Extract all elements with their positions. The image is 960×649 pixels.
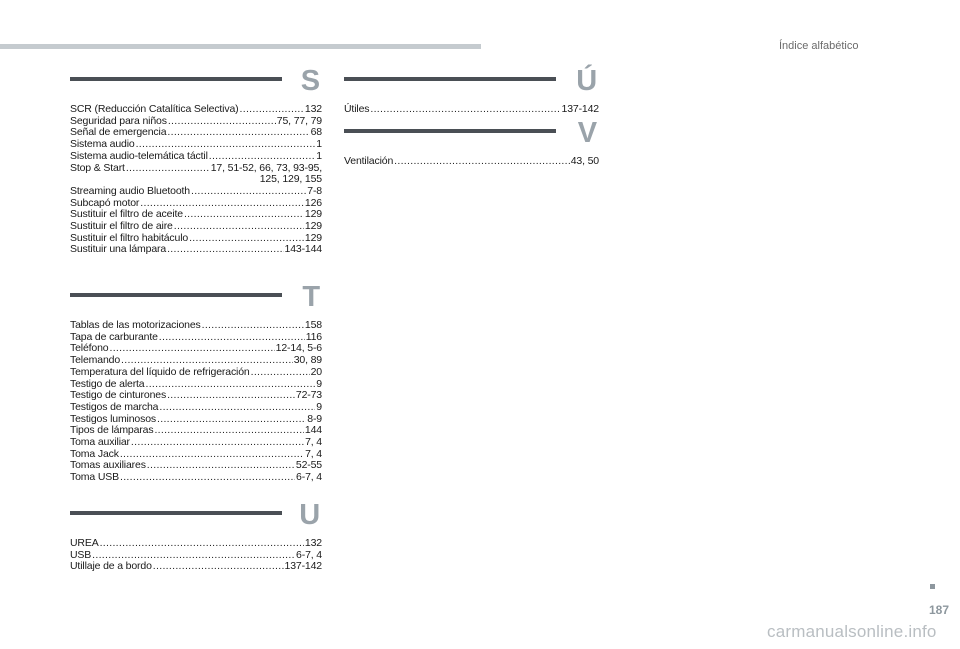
entry-label: Sistema audio (70, 138, 135, 151)
dot-leader (146, 379, 316, 391)
dot-leader (157, 414, 306, 426)
page-marker (930, 584, 935, 589)
dot-leader (168, 116, 276, 128)
dot-leader (100, 538, 304, 550)
index-entry (70, 472, 322, 484)
dot-leader (184, 209, 304, 221)
index-section-s (70, 66, 322, 256)
entry-label: SCR (Reducción Catalítica Selectiva) (70, 103, 239, 115)
entry-pages: 12-14, 5-6 (275, 342, 322, 355)
index-section-v (344, 118, 599, 168)
entry-pages: 6-7, 4 (296, 548, 322, 561)
section-title: Índice alfabético (779, 40, 859, 52)
header-bar (0, 44, 481, 49)
entry-pages: 1 (316, 138, 322, 151)
dot-leader (209, 151, 316, 163)
entry-pages: 144 (304, 424, 322, 437)
watermark: carmanualsonline.info (767, 622, 937, 641)
index-entry (70, 402, 322, 414)
index-section-t (70, 282, 322, 484)
entry-pages: 30, 89 (293, 354, 322, 367)
entry-label: Sustituir una lámpara (70, 243, 167, 256)
entry-pages: 129 (304, 220, 322, 233)
index-entry (70, 104, 322, 116)
entry-pages: 1 (316, 149, 322, 162)
entry-label: Toma auxiliar (70, 436, 130, 449)
dot-leader (370, 104, 560, 116)
section-header (344, 66, 599, 104)
entry-pages: 116 (305, 330, 322, 343)
index-entry (344, 156, 599, 168)
entry-label: Tomas auxiliares (70, 459, 146, 472)
dot-leader (167, 127, 309, 139)
section-letter: S (300, 65, 320, 97)
entry-label: Sistema audio-telemática táctil (70, 149, 208, 162)
entry-label: Ventilación (344, 155, 394, 167)
entry-pages: 137-142 (561, 103, 599, 115)
index-entry (70, 186, 322, 198)
entry-label: Streaming audio Bluetooth (70, 184, 190, 197)
entry-label: Testigo de cinturones (70, 389, 167, 402)
section-letter: V (577, 117, 597, 149)
entry-label: Testigos luminosos (70, 412, 157, 425)
dot-leader (110, 343, 275, 355)
entry-label: Útiles (344, 103, 370, 115)
entry-label: Toma Jack (70, 447, 119, 460)
entry-pages: 6-7, 4 (296, 471, 322, 484)
section-rule (344, 77, 556, 81)
entry-label: Sustituir el filtro de aire (70, 220, 173, 233)
entry-pages: 7, 4 (305, 447, 322, 460)
index-entry (70, 221, 322, 233)
dot-leader (147, 460, 295, 472)
entry-label: Utillaje de a bordo (70, 560, 152, 573)
dot-leader (202, 320, 304, 332)
entry-pages: 129 (304, 208, 322, 221)
index-entry (70, 538, 322, 550)
entry-pages: 158 (304, 319, 322, 331)
index-entry (70, 367, 322, 379)
entry-pages-continued: 125, 129, 155 (259, 173, 322, 186)
entry-pages: 137-142 (284, 560, 322, 573)
entry-label: Sustituir el filtro de aceite (70, 208, 183, 221)
entry-pages: 20 (310, 365, 322, 378)
dot-leader (394, 156, 570, 168)
index-entry (344, 104, 599, 116)
dot-leader (174, 221, 304, 233)
entry-pages: 9 (316, 377, 322, 390)
entry-pages: 126 (304, 196, 322, 209)
entry-label: Temperatura del líquido de refrigeración (70, 365, 250, 378)
entry-label: Teléfono (70, 342, 109, 355)
dot-leader (120, 472, 295, 484)
dot-leader (131, 437, 304, 449)
index-entry (70, 320, 322, 332)
section-rule (70, 511, 282, 515)
entry-pages: 7, 4 (305, 436, 322, 449)
section-rule (70, 293, 282, 297)
entry-label: Tapa de carburante (70, 330, 158, 343)
section-letter: T (302, 281, 320, 313)
index-entry (70, 151, 322, 163)
section-rule (70, 77, 282, 81)
dot-leader (191, 186, 306, 198)
dot-leader (153, 561, 284, 573)
dot-leader (167, 244, 283, 256)
index-entry (70, 561, 322, 573)
entry-pages: 72-73 (295, 389, 322, 402)
entry-pages: 132 (304, 103, 322, 115)
section-letter: U (299, 499, 320, 531)
section-header (70, 282, 322, 320)
entry-pages: 9 (316, 400, 322, 413)
dot-leader (154, 425, 303, 437)
entry-pages: 75, 77, 79 (276, 114, 322, 127)
entry-label: Telemando (70, 354, 121, 367)
entry-label: Tablas de las motorizaciones (70, 319, 201, 331)
entry-label: Sustituir el filtro habitáculo (70, 231, 189, 244)
entry-label: UREA (70, 537, 99, 549)
entry-label: Seguridad para niños (70, 114, 167, 127)
entry-label: Tipos de lámparas (70, 424, 154, 437)
dot-leader (159, 402, 315, 414)
entry-label: Señal de emergencia (70, 126, 167, 139)
entry-label: Subcapó motor (70, 196, 140, 209)
entry-pages: 43, 50 (570, 155, 599, 167)
section-rule (344, 129, 556, 133)
index-entry (70, 437, 322, 449)
entry-pages: 7-8 (307, 184, 322, 197)
entry-label: Toma USB (70, 471, 119, 484)
entry-pages: 17, 51-52, 66, 73, 93-95, (210, 161, 322, 174)
entry-pages: 132 (304, 537, 322, 549)
entry-pages: 143-144 (284, 243, 322, 256)
section-header (70, 500, 322, 538)
index-section-u (70, 500, 322, 573)
page-number: 187 (929, 603, 950, 617)
section-header (70, 66, 322, 104)
entry-pages: 52-55 (295, 459, 322, 472)
entry-label: USB (70, 548, 92, 561)
index-section-u-acute (344, 66, 599, 116)
entry-pages: 8-9 (307, 412, 322, 425)
dot-leader (120, 449, 304, 461)
dot-leader (251, 367, 310, 379)
entry-label: Testigo de alerta (70, 377, 145, 390)
entry-label: Stop & Start (70, 161, 125, 174)
dot-leader (126, 163, 210, 175)
dot-leader (240, 104, 304, 116)
index-entry (70, 244, 322, 256)
entry-pages: 129 (304, 231, 322, 244)
dot-leader (167, 390, 295, 402)
section-letter: Ú (576, 65, 597, 97)
entry-pages: 68 (310, 126, 322, 139)
entry-label: Testigos de marcha (70, 400, 159, 413)
section-header (344, 118, 599, 156)
